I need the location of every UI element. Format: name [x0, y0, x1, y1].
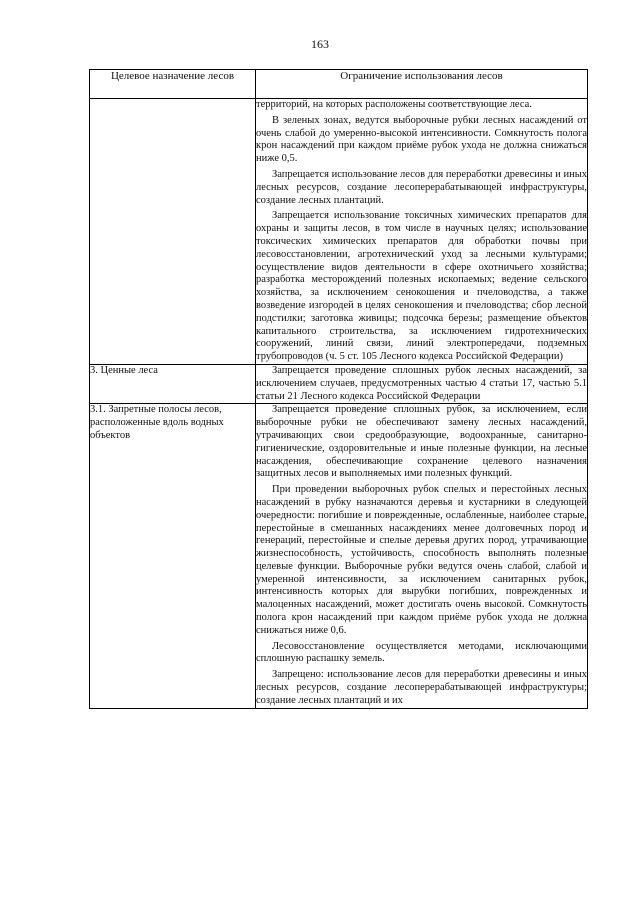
table-header-row — [90, 70, 588, 99]
restriction-cell — [256, 404, 588, 708]
restriction-paragraph: При проведении выборочных рубок спелых и перестойных лесных насаждений в рубку назначаются деревья и кустарники в следующей очередности: погибшие и поврежденные, ослабленные, наиболее старые, перестойные в смешанных насаждениях менее долговечных пород и генераций, перестойные и спелые деревья других пород, утрачивающие жизнеспособность, устойчивость, способность выполнять полезные целевые функции. Выборочные рубки ведутся очень слабой, слабой и умеренной интенсивности, за исключением санитарных рубок, интенсивность которых для вырубки погибших, поврежденных и малоценных насаждений, может достигать очень высокой. Сомкнутость полога крон насаждений при каждом приёме рубок ухода не должна снижаться ниже 0,6. — [256, 484, 587, 636]
restriction-paragraph: Запрещается проведение сплошных рубок, за исключением, если выборочные рубки не обеспечивают замену лесных насаждений, утрачивающих свои средообразующие, водоохранные, санитарно-гигиенические, оздоровительные и иные полезные функции, на лесные насаждения, обеспечивающие сохранение целевого назначения защитных лесов и выполняемых ими полезных функций. — [256, 404, 587, 480]
page-number: 163 — [311, 37, 329, 51]
table-row — [90, 364, 588, 403]
purpose-cell: 3. Ценные леса — [90, 364, 256, 403]
purpose-cell: 3.1. Запретные полосы лесов, расположенные вдоль водных объектов — [90, 404, 256, 708]
restriction-paragraph: В зеленых зонах, ведутся выборочные рубки лесных насаждений от очень слабой до умеренно-высокой интенсивности. Сомкнутость полога крон насаждений при каждом приёме рубок ухода не должна снижаться ниже 0,5. — [256, 114, 587, 165]
restriction-cell — [256, 99, 588, 365]
restriction-paragraph: Запрещается использование токсичных химических препаратов для охраны и защиты лесов, в том числе в научных целях; использование токсических химических препаратов для обработки почвы при лесовосстановлении, агротехнический уход за лесными культурами; осуществление видов деятельности в сфере охотничьего хозяйства; разработка месторождений полезных ископаемых; ведение сельского хозяйства, за исключением сенокошения и пчеловодства, а также возведение изгородей в целях сенокошения и пчеловодства; сбор лесной подстилки; заготовка живицы; подсочка березы; размещение объектов капитального строительства, за исключением гидротехнических сооружений, линий связи, линий электропередачи, подземных трубопроводов (ч. 5 ст. 105 Лесного кодекса Российской Федерации) — [256, 210, 587, 363]
header-purpose: Целевое назначение лесов — [90, 70, 256, 99]
restriction-paragraph: территорий, на которых расположены соответствующие леса. — [256, 99, 532, 110]
restriction-paragraph: Запрещается использование лесов для переработки древесины и иных лесных ресурсов, создание лесоперерабатывающей инфраструктуры, создание лесных плантаций. — [256, 168, 587, 206]
restriction-cell — [256, 364, 588, 403]
restriction-paragraph: Лесовосстановление осуществляется методами, исключающими сплошную распашку земель. — [256, 640, 587, 665]
forest-restrictions-table — [89, 69, 588, 709]
header-restriction: Ограничение использования лесов — [256, 70, 588, 99]
restriction-paragraph: Запрещено: использование лесов для переработки древесины и иных лесных ресурсов, создание лесоперерабатывающей инфраструктуры; создание лесных плантаций и их — [256, 669, 587, 706]
table-row — [90, 99, 588, 365]
purpose-cell — [90, 99, 256, 365]
restriction-paragraph: Запрещается проведение сплошных рубок лесных насаждений, за исключением случаев, предусмотренных частью 4 статьи 17, частью 5.1 статьи 21 Лесного кодекса Российской Федерации — [256, 364, 587, 402]
table-row — [90, 404, 588, 708]
